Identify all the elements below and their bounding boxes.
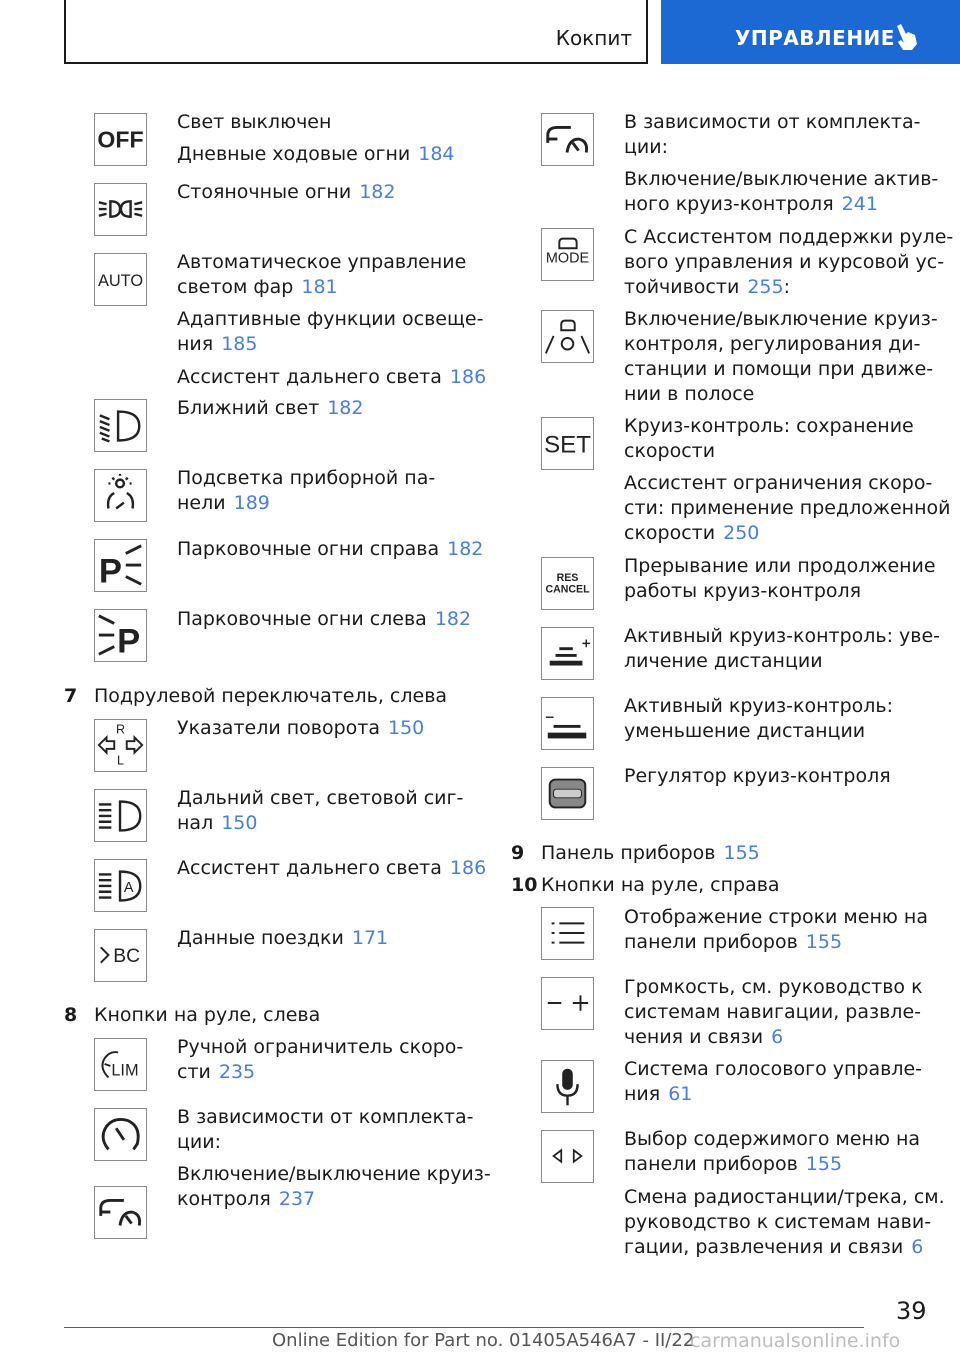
page-ref[interactable]: 61 <box>668 1083 693 1105</box>
wheel-right-item-3-line-2: ния 61 <box>624 1083 693 1105</box>
page-ref[interactable]: 237 <box>278 1188 316 1210</box>
page-ref[interactable]: 171 <box>351 927 389 949</box>
lights-item-6: Ближний свет 182 <box>177 397 364 419</box>
selection-arrows-icon <box>541 1130 594 1183</box>
cruise-item-10: Регулятор круиз-контроля <box>624 765 891 787</box>
cruise-item-9-line-2: уменьшение дистанции <box>624 720 866 742</box>
footer-edition: Online Edition for Part no. 01405A546A7 - II/22 <box>272 1330 695 1351</box>
cruise-item-8-line-2: личение дистанции <box>624 650 823 672</box>
cruise-item-2-line-2: ного круиз-контроля 241 <box>624 193 878 215</box>
header-chapter-box <box>661 0 960 64</box>
microphone-icon <box>541 1060 594 1113</box>
svg-text:CANCEL: CANCEL <box>545 583 590 596</box>
page-ref[interactable]: 186 <box>449 857 487 879</box>
header-section-box <box>64 0 648 64</box>
high-beam-icon <box>94 789 147 842</box>
cruise-item-4-line-1: Включение/выключение круиз- <box>624 308 938 330</box>
lights-item-7-line-1: Подсветка приборной па- <box>177 467 436 489</box>
item-10-title: Кнопки на руле, справа <box>541 874 780 896</box>
page-ref[interactable]: 155 <box>805 931 843 953</box>
wheel-left-item-2-line-2: ции: <box>177 1131 222 1153</box>
stalk-item-2-line-1: Дальний свет, световой сиг- <box>177 787 464 809</box>
panel-light-icon <box>94 469 147 522</box>
distance-decrease-icon <box>541 697 594 750</box>
lights-item-4-line-2: ния 185 <box>177 333 258 355</box>
cruise-item-7-line-1: Прерывание или продолжение <box>624 555 936 577</box>
wheel-right-item-4-line-2: панели приборов 155 <box>624 1153 843 1175</box>
page-ref[interactable]: 184 <box>418 143 455 165</box>
svg-text:A: A <box>123 879 134 896</box>
wheel-left-item-1-line-1: Ручной ограничитель скоро- <box>177 1036 464 1058</box>
lights-item-1-line-2: Дневные ходовые огни 184 <box>177 143 455 165</box>
svg-text:RES: RES <box>556 572 579 585</box>
page-ref[interactable]: 150 <box>388 717 425 739</box>
speed-limiter-lim-icon <box>94 1038 147 1091</box>
menu-list-icon <box>541 907 594 960</box>
lights-item-7-line-2: нели 189 <box>177 492 270 514</box>
page-ref[interactable]: 6 <box>771 1026 784 1048</box>
mode-icon <box>541 228 594 281</box>
svg-text:SET: SET <box>544 431 591 459</box>
page-ref[interactable]: 186 <box>449 366 487 388</box>
parking-light-right-icon <box>94 539 147 592</box>
page-ref[interactable]: 255 <box>747 276 784 298</box>
page-ref[interactable]: 182 <box>359 181 396 203</box>
lights-item-3-line-2: светом фар 181 <box>177 276 338 298</box>
lights-item-4-line-1: Адаптивные функции освеще- <box>177 308 484 330</box>
stalk-item-3: Ассистент дальнего света 186 <box>177 857 487 879</box>
page-ref[interactable]: 150 <box>221 812 258 834</box>
lights-item-3-line-1: Автоматическое управление <box>177 251 467 273</box>
page-ref[interactable]: 182 <box>434 608 472 630</box>
svg-text:P: P <box>98 552 122 591</box>
cruise-control-icon <box>94 1186 147 1239</box>
cruise-item-3-line-2: вого управления и курсовой ус- <box>624 251 945 273</box>
wheel-right-item-2-line-3: чения и связи 6 <box>624 1026 784 1048</box>
trip-data-bc-icon <box>94 929 147 982</box>
lights-item-5: Ассистент дальнего света 186 <box>177 366 487 388</box>
item-10-number: 10 <box>511 874 538 896</box>
item-8-number: 8 <box>64 1004 78 1026</box>
page-ref[interactable]: 155 <box>723 842 760 864</box>
turn-signal-icon <box>94 719 147 772</box>
wheel-right-item-4-line-1: Выбор содержимого меню на <box>624 1128 921 1150</box>
cruise-item-4-line-2: контроля, регулирования ди- <box>624 333 921 355</box>
wheel-left-item-3-line-1: Включение/выключение круиз- <box>177 1163 491 1185</box>
item-7-number: 7 <box>64 685 78 707</box>
svg-text:L: L <box>117 753 124 768</box>
wheel-left-item-2-line-1: В зависимости от комплекта- <box>177 1106 474 1128</box>
cruise-item-7-line-2: работы круиз-контроля <box>624 580 862 602</box>
svg-text:MODE: MODE <box>545 250 590 267</box>
auto-light-icon <box>94 253 147 306</box>
cruise-rocker-icon <box>541 767 594 820</box>
wheel-right-item-5-line-2: руководство к системам нави- <box>624 1211 932 1233</box>
cruise-item-4-line-3: станции и помощи при движе- <box>624 358 934 380</box>
page-ref[interactable]: 235 <box>218 1061 256 1083</box>
cruise-item-3-line-3: тойчивости 255: <box>624 276 790 298</box>
parking-light-left-icon <box>94 609 147 662</box>
page-ref[interactable]: 185 <box>221 333 258 355</box>
set-icon <box>541 417 594 470</box>
page-ref[interactable]: 155 <box>805 1153 843 1175</box>
pointing-hand-icon <box>893 22 921 52</box>
page-ref[interactable]: 189 <box>233 492 270 514</box>
item-8-title: Кнопки на руле, слева <box>94 1004 321 1026</box>
wheel-right-item-3-line-1: Система голосового управле- <box>624 1058 923 1080</box>
item-9-title: Панель приборов 155 <box>541 842 760 864</box>
svg-text:R: R <box>115 722 126 737</box>
parking-lights-icon <box>94 183 147 236</box>
cruise-item-2-line-1: Включение/выключение актив- <box>624 168 939 190</box>
watermark: carmanualsonline.info <box>690 1330 901 1352</box>
page-ref[interactable]: 181 <box>301 276 338 298</box>
low-beam-icon <box>94 399 147 452</box>
cruise-item-1-line-1: В зависимости от комплекта- <box>624 111 921 133</box>
light-off-icon <box>94 113 147 166</box>
volume-icon <box>541 977 594 1030</box>
cruise-item-8-line-1: Активный круиз-контроль: уве- <box>624 625 941 647</box>
lane-assist-icon <box>541 310 594 363</box>
lights-item-2: Стояночные огни 182 <box>177 181 396 203</box>
cruise-item-1-line-2: ции: <box>624 136 669 158</box>
section-title: Кокпит <box>555 26 632 50</box>
footer-divider <box>64 1327 864 1328</box>
wheel-left-item-1-line-2: сти 235 <box>177 1061 256 1083</box>
svg-text:BC: BC <box>113 945 141 967</box>
page-ref[interactable]: 6 <box>911 1236 924 1258</box>
svg-text:OFF: OFF <box>97 126 144 153</box>
page-ref[interactable]: 241 <box>841 193 878 215</box>
page-ref[interactable]: 182 <box>327 397 364 419</box>
cruise-item-4-line-4: нии в полосе <box>624 383 755 405</box>
item-9-number: 9 <box>511 842 525 864</box>
cruise-item-6-line-2: сти: применение предложенной <box>624 497 951 519</box>
cruise-control-icon <box>541 113 594 166</box>
item-7-title: Подрулевой переключатель, слева <box>94 685 448 707</box>
wheel-left-item-3-line-2: контроля 237 <box>177 1188 316 1210</box>
res-cancel-icon <box>541 557 594 610</box>
chapter-title: УПРАВЛЕНИЕ <box>735 26 895 50</box>
svg-text:AUTO: AUTO <box>97 271 144 290</box>
wheel-right-item-2-line-2: системам навигации, развле- <box>624 1001 921 1023</box>
wheel-right-item-5-line-3: гации, развлечения и связи 6 <box>624 1236 924 1258</box>
cruise-item-5-line-1: Круиз-контроль: сохранение <box>624 415 914 437</box>
cruise-item-3-line-1: С Ассистентом поддержки руле- <box>624 226 954 248</box>
lights-item-8: Парковочные огни справа 182 <box>177 538 484 560</box>
svg-text:LIM: LIM <box>111 1061 139 1080</box>
lights-item-1-line-1: Свет выключен <box>177 111 332 133</box>
page-ref[interactable]: 182 <box>447 538 484 560</box>
cruise-item-6-line-3: скорости 250 <box>624 522 760 544</box>
stalk-item-4: Данные поездки 171 <box>177 927 389 949</box>
cruise-item-9-line-1: Активный круиз-контроль: <box>624 695 894 717</box>
lights-item-9: Парковочные огни слева 182 <box>177 608 472 630</box>
svg-text:P: P <box>117 622 141 661</box>
wheel-right-item-1-line-1: Отображение строки меню на <box>624 906 928 928</box>
distance-increase-icon <box>541 627 594 680</box>
stalk-item-1: Указатели поворота 150 <box>177 717 425 739</box>
page-number: 39 <box>896 1297 927 1325</box>
wheel-right-item-5-line-1: Смена радиостанции/трека, см. <box>624 1186 945 1208</box>
stalk-item-2-line-2: нал 150 <box>177 812 258 834</box>
cruise-item-6-line-1: Ассистент ограничения скоро- <box>624 472 933 494</box>
wheel-right-item-1-line-2: панели приборов 155 <box>624 931 843 953</box>
page-ref[interactable]: 250 <box>723 522 760 544</box>
high-beam-assist-icon <box>94 859 147 912</box>
speedometer-icon <box>94 1108 147 1161</box>
cruise-item-5-line-2: скорости <box>624 440 716 462</box>
wheel-right-item-2-line-1: Громкость, см. руководство к <box>624 976 923 998</box>
